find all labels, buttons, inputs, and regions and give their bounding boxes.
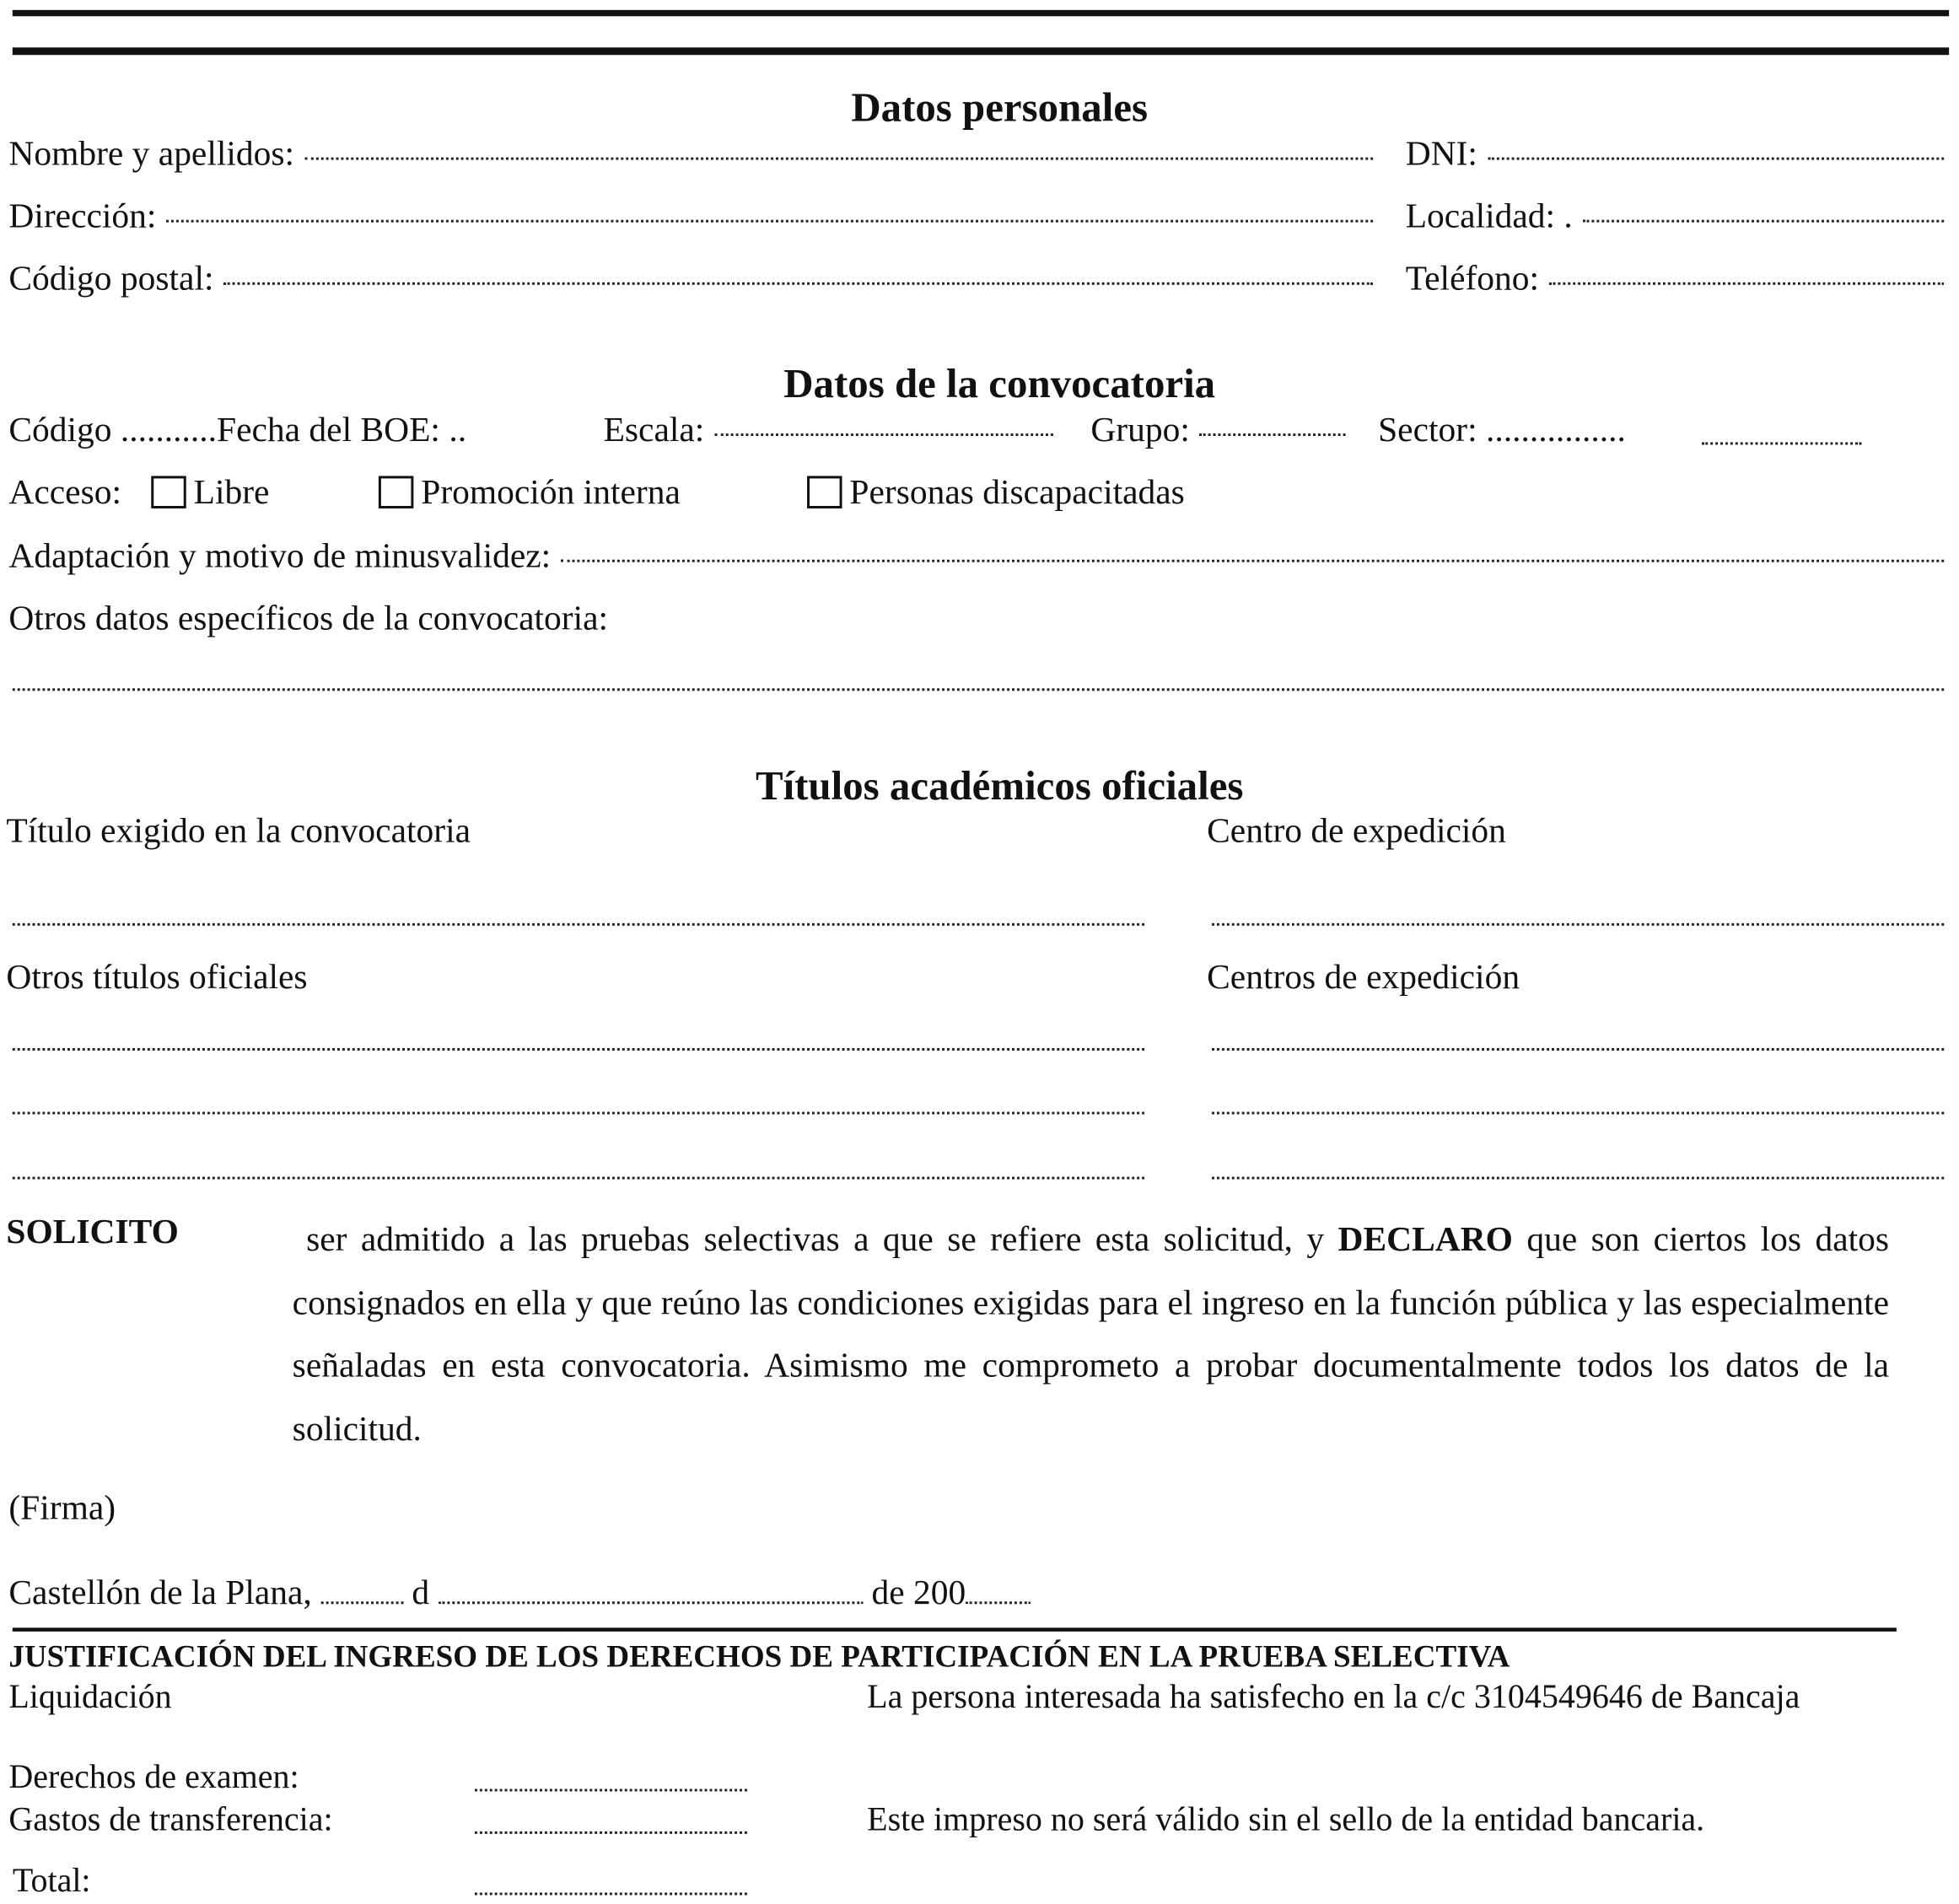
dni-label: DNI: [1405, 135, 1477, 174]
section-title-personal: Datos personales [851, 86, 1149, 132]
total-label: Total: [12, 1861, 91, 1899]
dni-field[interactable] [1406, 134, 1945, 176]
city-field[interactable] [1406, 196, 1945, 239]
other-titles-label: Otros títulos oficiales [6, 958, 308, 998]
name-label: Nombre y apellidos: [8, 135, 295, 174]
other-center-line[interactable] [1212, 1112, 1944, 1115]
center-label: Centro de expedición [1207, 811, 1506, 851]
other-title-line[interactable] [13, 1177, 1144, 1180]
other-center-line[interactable] [1212, 1177, 1944, 1180]
access-option-internal[interactable]: Promoción interna [379, 472, 681, 514]
payment-title: JUSTIFICACIÓN DEL INGRESO DE LOS DERECHOS DE PARTICIPACIÓN EN LA PRUEBA SELECTIVA [8, 1640, 1510, 1675]
top-rule-2 [13, 47, 1949, 55]
total-line[interactable] [475, 1892, 747, 1895]
adaptation-field[interactable]: Adaptación y motivo de minusvalidez: [8, 536, 1944, 578]
paid-text: La persona interesada ha satisfecho en la c/c 3104549646 de Bancaja [867, 1677, 1800, 1716]
notice-text: Este impreso no será válido sin el sello de la entidad bancaria. [867, 1799, 1705, 1838]
required-title-line[interactable] [13, 923, 1144, 926]
scale-field[interactable]: Escala: [604, 410, 1053, 452]
other-data-line[interactable] [13, 688, 1944, 691]
postal-field[interactable] [8, 259, 1373, 301]
center-line[interactable] [1212, 923, 1944, 926]
exam-fee-label: Derechos de examen: [8, 1757, 299, 1795]
place-date-line[interactable]: Castellón de la Plana, d de 200 [8, 1573, 1031, 1615]
address-field[interactable] [8, 196, 1373, 239]
group-field[interactable]: Grupo: [1090, 410, 1345, 452]
other-center-line[interactable] [1212, 1048, 1944, 1051]
access-option-disabled[interactable]: Personas discapacitadas [807, 472, 1185, 514]
checkbox[interactable] [379, 476, 413, 508]
postal-label: Código postal: [8, 260, 214, 299]
liquidation-label: Liquidación [8, 1677, 172, 1716]
checkbox[interactable] [807, 476, 842, 508]
other-title-line[interactable] [13, 1112, 1144, 1115]
centers-label: Centros de expedición [1207, 958, 1520, 998]
access-label: Acceso: [8, 473, 121, 513]
name-field[interactable] [8, 134, 1373, 176]
section-title-call: Datos de la convocatoria [783, 362, 1216, 407]
address-label: Dirección: [8, 197, 157, 237]
other-data-label: Otros datos específicos de la convocatoria: [8, 600, 609, 639]
city-label: Localidad: . [1405, 197, 1573, 237]
sector-field[interactable]: Sector: ................ [1378, 411, 1626, 450]
exam-fee-line[interactable] [475, 1789, 747, 1792]
access-option-free[interactable]: Libre [151, 472, 269, 514]
solicito-label: SOLICITO [6, 1213, 179, 1252]
phone-field[interactable] [1406, 259, 1945, 301]
sector-extra-line[interactable] [1702, 442, 1862, 444]
top-rule [13, 10, 1949, 16]
other-title-line[interactable] [13, 1048, 1144, 1051]
payment-rule [13, 1627, 1897, 1631]
signature-label: (Firma) [8, 1488, 116, 1528]
phone-label: Teléfono: [1405, 260, 1540, 299]
section-title-titles: Títulos académicos oficiales [755, 764, 1244, 810]
transfer-fee-label: Gastos de transferencia: [8, 1799, 333, 1838]
checkbox[interactable] [151, 476, 186, 508]
transfer-fee-line[interactable] [475, 1831, 747, 1834]
code-field[interactable]: Código ...........Fecha del BOE: .. [8, 411, 467, 450]
declaration-text: ser admitido a las pruebas selectivas a que se refiere esta solicitud, y DECLARO que son ciertos los datos consignados en ella y que reúno las condiciones exigidas para el ingreso en la función pública y las especialmente señaladas en esta convocatoria. Asimismo me comprometo a probar documentalmente todos los datos de la solicitud. [292, 1220, 1890, 1449]
required-title-label: Título exigido en la convocatoria [6, 811, 471, 851]
